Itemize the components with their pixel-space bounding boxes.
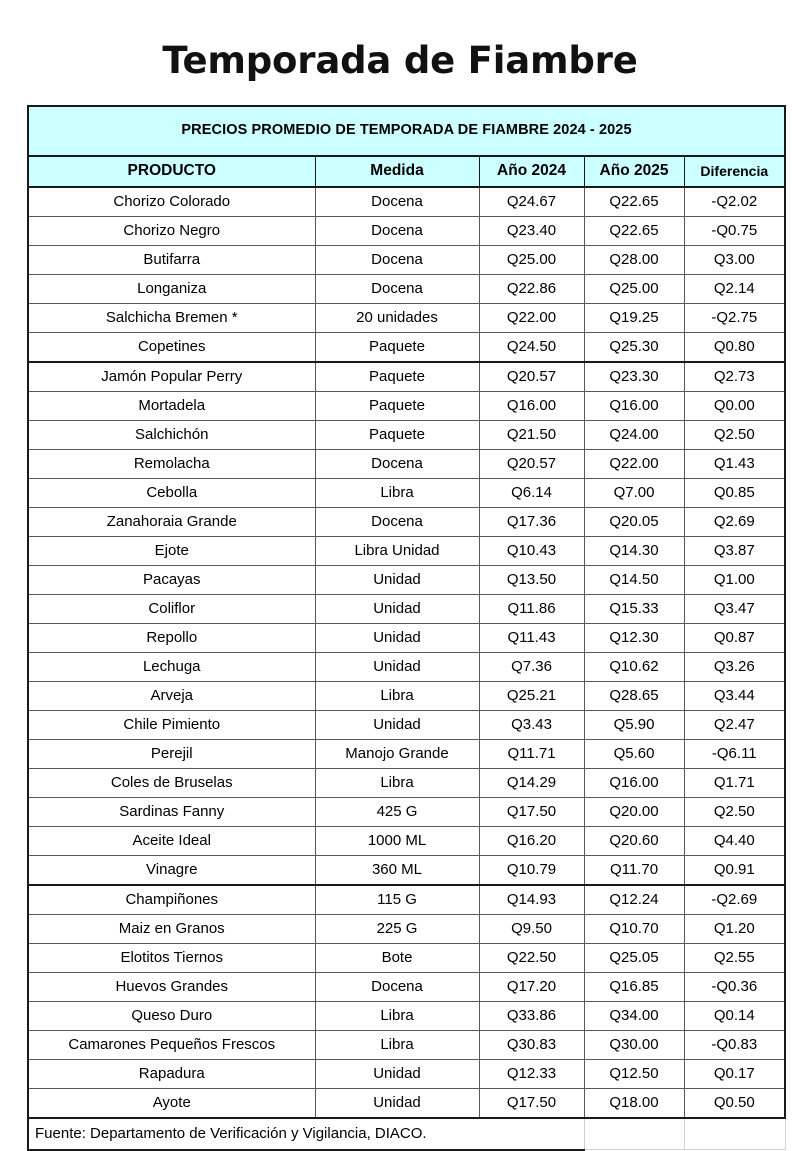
cell-medida: Libra <box>315 1001 479 1030</box>
cell-ano-2025: Q14.50 <box>584 565 684 594</box>
cell-producto: Vinagre <box>28 855 315 885</box>
cell-diferencia: Q1.00 <box>684 565 785 594</box>
price-table-container <box>27 105 784 1151</box>
cell-diferencia: Q0.87 <box>684 623 785 652</box>
cell-ano-2024: Q6.14 <box>479 478 584 507</box>
cell-ano-2024: Q14.29 <box>479 768 584 797</box>
cell-diferencia: Q2.14 <box>684 274 785 303</box>
source-blank-cell-1 <box>584 1118 684 1150</box>
cell-ano-2025: Q12.50 <box>584 1059 684 1088</box>
cell-ano-2024: Q12.33 <box>479 1059 584 1088</box>
table-banner-row <box>28 106 785 156</box>
cell-producto: Zanahoraia Grande <box>28 507 315 536</box>
table-row <box>28 855 785 885</box>
cell-ano-2024: Q17.20 <box>479 972 584 1001</box>
table-row <box>28 885 785 915</box>
cell-ano-2025: Q30.00 <box>584 1030 684 1059</box>
cell-producto: Mortadela <box>28 391 315 420</box>
cell-producto: Repollo <box>28 623 315 652</box>
cell-producto: Salchicha Bremen * <box>28 303 315 332</box>
cell-ano-2024: Q20.57 <box>479 449 584 478</box>
cell-producto: Champiñones <box>28 885 315 915</box>
cell-ano-2025: Q22.65 <box>584 187 684 217</box>
cell-diferencia: Q2.55 <box>684 943 785 972</box>
table-footer <box>28 1118 785 1150</box>
price-table <box>27 105 786 1151</box>
cell-diferencia: -Q2.75 <box>684 303 785 332</box>
cell-ano-2024: Q3.43 <box>479 710 584 739</box>
column-header-ano-2025: Año 2025 <box>584 156 684 187</box>
cell-medida: 115 G <box>315 885 479 915</box>
cell-diferencia: Q0.80 <box>684 332 785 362</box>
cell-ano-2024: Q22.00 <box>479 303 584 332</box>
cell-medida: Unidad <box>315 623 479 652</box>
cell-medida: Unidad <box>315 1059 479 1088</box>
cell-diferencia: Q3.00 <box>684 245 785 274</box>
cell-producto: Maiz en Granos <box>28 914 315 943</box>
cell-ano-2024: Q30.83 <box>479 1030 584 1059</box>
cell-ano-2024: Q24.67 <box>479 187 584 217</box>
cell-ano-2024: Q33.86 <box>479 1001 584 1030</box>
cell-ano-2024: Q11.86 <box>479 594 584 623</box>
document-page <box>0 25 800 1142</box>
cell-ano-2024: Q25.21 <box>479 681 584 710</box>
cell-diferencia: Q2.69 <box>684 507 785 536</box>
cell-ano-2025: Q10.62 <box>584 652 684 681</box>
cell-diferencia: Q2.47 <box>684 710 785 739</box>
source-row <box>28 1118 785 1150</box>
cell-producto: Salchichón <box>28 420 315 449</box>
table-row <box>28 623 785 652</box>
cell-producto: Ayote <box>28 1088 315 1118</box>
cell-producto: Aceite Ideal <box>28 826 315 855</box>
cell-medida: Bote <box>315 943 479 972</box>
table-row <box>28 216 785 245</box>
column-header-medida: Medida <box>315 156 479 187</box>
cell-medida: Docena <box>315 972 479 1001</box>
cell-medida: Paquete <box>315 420 479 449</box>
cell-ano-2024: Q25.00 <box>479 245 584 274</box>
cell-ano-2025: Q15.33 <box>584 594 684 623</box>
column-header-producto: PRODUCTO <box>28 156 315 187</box>
cell-medida: 425 G <box>315 797 479 826</box>
cell-ano-2025: Q22.00 <box>584 449 684 478</box>
source-blank-cell-2 <box>684 1118 785 1150</box>
table-row <box>28 245 785 274</box>
cell-producto: Chorizo Colorado <box>28 187 315 217</box>
cell-producto: Queso Duro <box>28 1001 315 1030</box>
cell-ano-2024: Q11.71 <box>479 739 584 768</box>
table-banner-title: PRECIOS PROMEDIO DE TEMPORADA DE FIAMBRE 2024 - 2025 <box>28 106 785 156</box>
cell-ano-2025: Q10.70 <box>584 914 684 943</box>
cell-ano-2025: Q16.85 <box>584 972 684 1001</box>
cell-diferencia: Q3.87 <box>684 536 785 565</box>
cell-ano-2025: Q18.00 <box>584 1088 684 1118</box>
cell-producto: Lechuga <box>28 652 315 681</box>
cell-producto: Copetines <box>28 332 315 362</box>
cell-ano-2025: Q20.60 <box>584 826 684 855</box>
cell-medida: Docena <box>315 216 479 245</box>
cell-ano-2024: Q9.50 <box>479 914 584 943</box>
cell-ano-2024: Q17.36 <box>479 507 584 536</box>
cell-ano-2024: Q21.50 <box>479 420 584 449</box>
cell-diferencia: -Q0.75 <box>684 216 785 245</box>
cell-ano-2025: Q7.00 <box>584 478 684 507</box>
cell-ano-2025: Q5.60 <box>584 739 684 768</box>
cell-producto: Huevos Grandes <box>28 972 315 1001</box>
table-column-header-row <box>28 156 785 187</box>
table-row <box>28 507 785 536</box>
cell-ano-2024: Q17.50 <box>479 797 584 826</box>
table-row <box>28 943 785 972</box>
cell-medida: Docena <box>315 507 479 536</box>
cell-producto: Jamón Popular Perry <box>28 362 315 392</box>
cell-diferencia: Q1.71 <box>684 768 785 797</box>
cell-medida: Libra <box>315 768 479 797</box>
table-row <box>28 739 785 768</box>
table-body <box>28 187 785 1118</box>
cell-diferencia: -Q0.36 <box>684 972 785 1001</box>
table-row <box>28 681 785 710</box>
table-row <box>28 652 785 681</box>
cell-producto: Perejil <box>28 739 315 768</box>
cell-ano-2025: Q5.90 <box>584 710 684 739</box>
table-header <box>28 106 785 187</box>
cell-medida: Paquete <box>315 332 479 362</box>
cell-ano-2024: Q10.43 <box>479 536 584 565</box>
cell-ano-2024: Q11.43 <box>479 623 584 652</box>
cell-diferencia: -Q2.69 <box>684 885 785 915</box>
cell-diferencia: Q3.47 <box>684 594 785 623</box>
cell-medida: Libra <box>315 1030 479 1059</box>
table-row <box>28 1059 785 1088</box>
table-row <box>28 565 785 594</box>
cell-medida: Docena <box>315 274 479 303</box>
cell-producto: Ejote <box>28 536 315 565</box>
cell-producto: Elotitos Tiernos <box>28 943 315 972</box>
column-header-ano-2024: Año 2024 <box>479 156 584 187</box>
cell-ano-2025: Q28.00 <box>584 245 684 274</box>
cell-producto: Coliflor <box>28 594 315 623</box>
cell-ano-2025: Q19.25 <box>584 303 684 332</box>
table-row <box>28 478 785 507</box>
cell-ano-2024: Q7.36 <box>479 652 584 681</box>
cell-medida: Paquete <box>315 391 479 420</box>
table-row <box>28 332 785 362</box>
table-row <box>28 536 785 565</box>
cell-medida: 1000 ML <box>315 826 479 855</box>
cell-diferencia: Q0.85 <box>684 478 785 507</box>
cell-ano-2024: Q14.93 <box>479 885 584 915</box>
cell-diferencia: Q3.44 <box>684 681 785 710</box>
cell-diferencia: Q4.40 <box>684 826 785 855</box>
cell-medida: Docena <box>315 245 479 274</box>
cell-ano-2025: Q25.00 <box>584 274 684 303</box>
cell-diferencia: Q0.00 <box>684 391 785 420</box>
cell-medida: Paquete <box>315 362 479 392</box>
cell-ano-2025: Q12.30 <box>584 623 684 652</box>
table-row <box>28 449 785 478</box>
cell-diferencia: Q2.73 <box>684 362 785 392</box>
cell-medida: Libra <box>315 681 479 710</box>
table-row <box>28 187 785 217</box>
cell-diferencia: Q2.50 <box>684 797 785 826</box>
cell-ano-2025: Q20.00 <box>584 797 684 826</box>
cell-ano-2025: Q34.00 <box>584 1001 684 1030</box>
cell-medida: Unidad <box>315 565 479 594</box>
cell-ano-2025: Q20.05 <box>584 507 684 536</box>
cell-ano-2024: Q16.00 <box>479 391 584 420</box>
cell-diferencia: Q3.26 <box>684 652 785 681</box>
cell-medida: Docena <box>315 187 479 217</box>
table-row <box>28 420 785 449</box>
cell-medida: Unidad <box>315 710 479 739</box>
cell-diferencia: Q1.20 <box>684 914 785 943</box>
table-row <box>28 1088 785 1118</box>
table-row <box>28 594 785 623</box>
cell-producto: Coles de Bruselas <box>28 768 315 797</box>
cell-medida: Unidad <box>315 1088 479 1118</box>
table-row <box>28 1030 785 1059</box>
table-row <box>28 797 785 826</box>
cell-producto: Cebolla <box>28 478 315 507</box>
cell-medida: Unidad <box>315 594 479 623</box>
cell-ano-2024: Q10.79 <box>479 855 584 885</box>
cell-medida: Libra Unidad <box>315 536 479 565</box>
cell-ano-2024: Q16.20 <box>479 826 584 855</box>
cell-producto: Chile Pimiento <box>28 710 315 739</box>
cell-medida: 360 ML <box>315 855 479 885</box>
cell-ano-2025: Q23.30 <box>584 362 684 392</box>
cell-medida: Libra <box>315 478 479 507</box>
cell-medida: Manojo Grande <box>315 739 479 768</box>
cell-ano-2025: Q12.24 <box>584 885 684 915</box>
cell-diferencia: -Q6.11 <box>684 739 785 768</box>
cell-ano-2024: Q22.50 <box>479 943 584 972</box>
table-row <box>28 1001 785 1030</box>
table-row <box>28 274 785 303</box>
cell-diferencia: Q0.91 <box>684 855 785 885</box>
cell-diferencia: Q0.14 <box>684 1001 785 1030</box>
cell-ano-2024: Q13.50 <box>479 565 584 594</box>
cell-ano-2025: Q25.30 <box>584 332 684 362</box>
cell-producto: Sardinas Fanny <box>28 797 315 826</box>
cell-producto: Longaniza <box>28 274 315 303</box>
cell-producto: Arveja <box>28 681 315 710</box>
cell-medida: 20 unidades <box>315 303 479 332</box>
cell-ano-2025: Q16.00 <box>584 768 684 797</box>
cell-producto: Remolacha <box>28 449 315 478</box>
cell-producto: Rapadura <box>28 1059 315 1088</box>
table-row <box>28 391 785 420</box>
cell-medida: Docena <box>315 449 479 478</box>
cell-ano-2025: Q28.65 <box>584 681 684 710</box>
cell-ano-2025: Q24.00 <box>584 420 684 449</box>
table-row <box>28 972 785 1001</box>
table-row <box>28 362 785 392</box>
cell-ano-2025: Q16.00 <box>584 391 684 420</box>
cell-diferencia: Q0.50 <box>684 1088 785 1118</box>
cell-medida: 225 G <box>315 914 479 943</box>
cell-ano-2024: Q20.57 <box>479 362 584 392</box>
cell-producto: Camarones Pequeños Frescos <box>28 1030 315 1059</box>
cell-ano-2025: Q14.30 <box>584 536 684 565</box>
cell-diferencia: Q1.43 <box>684 449 785 478</box>
cell-medida: Unidad <box>315 652 479 681</box>
table-row <box>28 303 785 332</box>
cell-ano-2024: Q24.50 <box>479 332 584 362</box>
cell-ano-2024: Q23.40 <box>479 216 584 245</box>
column-header-diferencia: Diferencia <box>684 156 785 187</box>
cell-ano-2025: Q22.65 <box>584 216 684 245</box>
table-row <box>28 768 785 797</box>
cell-producto: Pacayas <box>28 565 315 594</box>
cell-ano-2024: Q17.50 <box>479 1088 584 1118</box>
cell-ano-2025: Q25.05 <box>584 943 684 972</box>
table-row <box>28 914 785 943</box>
cell-producto: Butifarra <box>28 245 315 274</box>
cell-producto: Chorizo Negro <box>28 216 315 245</box>
cell-diferencia: Q2.50 <box>684 420 785 449</box>
source-note: Fuente: Departamento de Verificación y Vigilancia, DIACO. <box>28 1118 584 1150</box>
page-title: Temporada de Fiambre <box>162 38 638 82</box>
cell-diferencia: Q0.17 <box>684 1059 785 1088</box>
table-row <box>28 710 785 739</box>
cell-ano-2025: Q11.70 <box>584 855 684 885</box>
cell-ano-2024: Q22.86 <box>479 274 584 303</box>
cell-diferencia: -Q2.02 <box>684 187 785 217</box>
cell-diferencia: -Q0.83 <box>684 1030 785 1059</box>
table-row <box>28 826 785 855</box>
